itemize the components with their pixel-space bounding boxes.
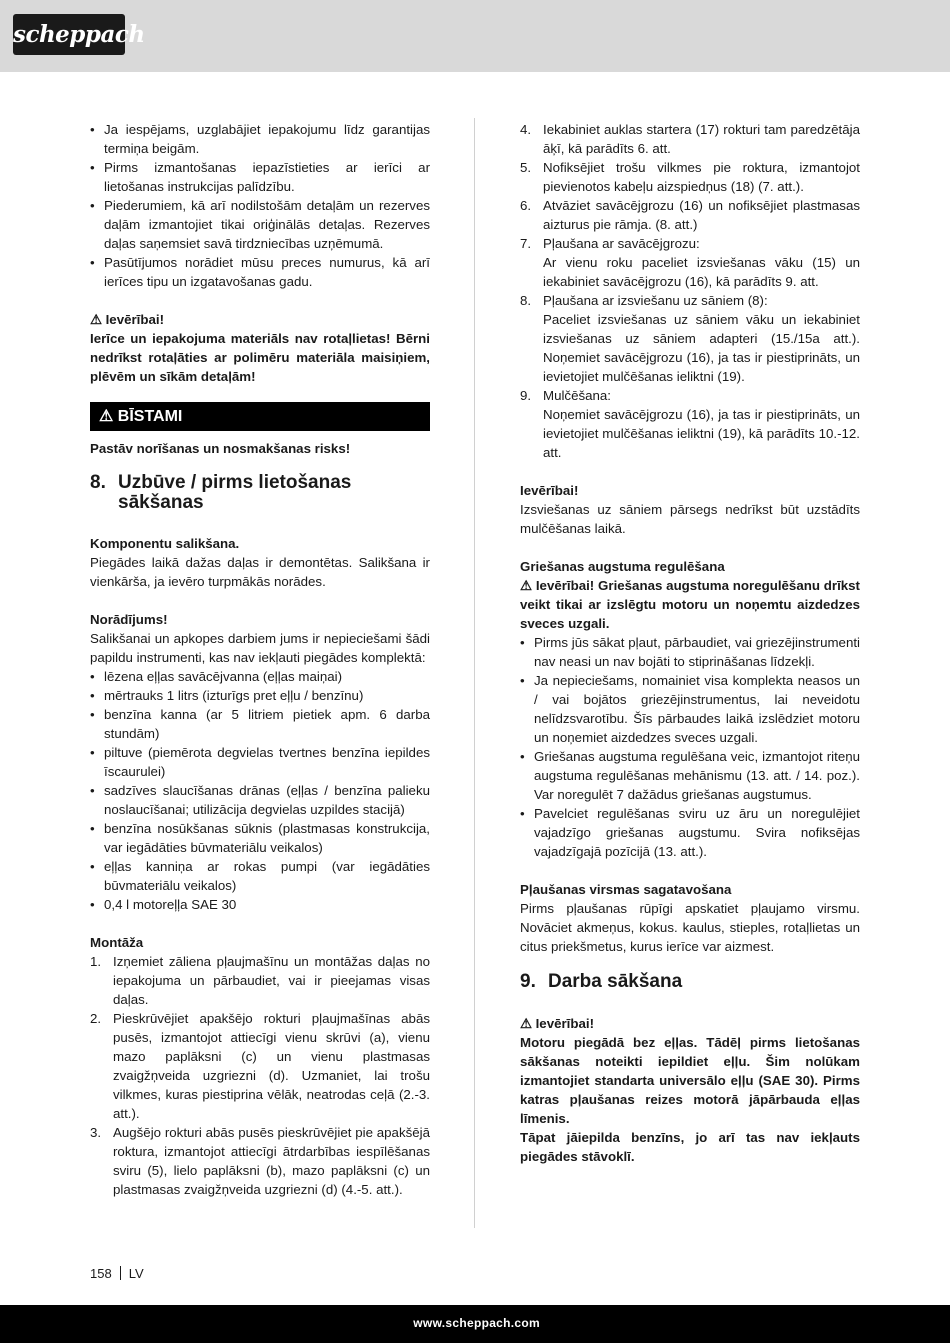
- list-item: • benzīna nosūkšanas sūknis (plastmasas konstrukcija, var iegādāties būvmateriālu veikalos): [90, 819, 430, 857]
- list-item: 1. Izņemiet zāliena pļaujmašīnu un montāžas daļas no iepakojuma un pārbaudiet, vai ir pieejamas visas daļas.: [90, 954, 430, 1007]
- mounting-steps-continued: [520, 120, 860, 462]
- brand-logo: scheppach: [13, 14, 125, 55]
- section-title-line2: sākšanas: [118, 492, 204, 513]
- surface-heading: Pļaušanas virsmas sagatavošana: [520, 882, 732, 897]
- list-item: • piltuve (piemērota degvielas tvertnes benzīna iepildes īscaurulei): [90, 743, 430, 781]
- assembly-heading: Komponentu salikšana.: [90, 536, 240, 551]
- cut-height-heading: Griešanas augstuma regulēšana: [520, 559, 725, 574]
- section-8-heading: [90, 473, 430, 513]
- list-item: 5. Nofiksējiet trošu vilkmes pie roktura, izmantojot pievienotos kabeļu aizspiedņus (18) (7. att.).: [520, 160, 860, 194]
- surface-text: Pirms pļaušanas rūpīgi apskatiet pļaujamo virsmu. Novāciet akmeņus, kokus. kaulus, stieples, rotaļlietas un citus priekšmetus, kurus ierīce var aizmest.: [520, 901, 860, 954]
- tools-list: [90, 667, 430, 914]
- list-item: • 0,4 l motoreļļa SAE 30: [90, 895, 430, 914]
- note-heading: Norādījums!: [90, 612, 168, 627]
- section-title-line1: Uzbūve / pirms lietošanas: [118, 472, 352, 493]
- list-item: 7. Pļaušana ar savācējgrozu: Ar vienu roku paceliet izsviešanas vāku (15) un iekabiniet savācējgrozu (16), kā parādīts 9. att.: [520, 236, 860, 289]
- column-divider: [474, 118, 475, 1228]
- list-item: 2. Pieskrūvējiet apakšējo rokturi pļaujmašīnas abās pusēs, izmantojot attiecīgi vienu skrūvi (a), vienu mazo paplāksni (c) un vienu plastmasas zvaigžņveida uzgriezni (d). Uzmaniet, lai trošu vilkmes, kuras piestiprina vēlāk, neatrodas ceļā (2.-3. att.).: [90, 1011, 430, 1121]
- warning-heading: ⚠ Ievērībai!: [90, 312, 165, 327]
- list-item: • lēzena eļļas savācējvanna (eļļas maiņai): [90, 667, 430, 686]
- page-number: 158 LV: [90, 1266, 144, 1281]
- danger-banner: ⚠ BĪSTAMI: [90, 402, 430, 431]
- list-item: • sadzīves slaucīšanas drānas (eļļas / benzīna palieku noslaucīšanai; utilizācija degvielas uzpildes stacijā): [90, 781, 430, 819]
- list-item: • mērtrauks 1 litrs (izturīgs pret eļļu / benzīnu): [90, 686, 430, 705]
- list-item: • eļļas kanniņa ar rokas pumpi (var iegādāties būvmateriālu veikalos): [90, 857, 430, 895]
- warning-text: Motoru piegādā bez eļļas. Tādēļ pirms lietošanas sākšanas noteikti iepildiet eļļu. Šim nolūkam izmantojiet standarta universālo eļļu (SAE 30). Pirms katras pļaušanas reizes motorā jāpārbauda eļļas līmenis.: [520, 1035, 860, 1126]
- cut-height-list: [520, 633, 860, 861]
- section-number: 9.: [520, 971, 536, 992]
- danger-text: Pastāv norīšanas un nosmakšanas risks!: [90, 441, 351, 456]
- list-item: • Pasūtījumos norādiet mūsu preces numurus, kā arī ierīces tipu un izgatavošanas gadu.: [90, 253, 430, 291]
- footer-url[interactable]: www.scheppach.com: [413, 1316, 540, 1330]
- list-item: 6. Atvāziet savācējgrozu (16) un nofiksējiet plastmasas aizturus pie rāmja. (8. att.): [520, 198, 860, 232]
- list-item: • Pirms izmantošanas iepazīstieties ar ierīci ar lietošanas instrukcijas palīdzību.: [90, 158, 430, 196]
- intro-bullet-list: [90, 120, 430, 291]
- section-number: 8.: [90, 472, 106, 493]
- warning-heading: ⚠ Ievērībai!: [520, 1016, 595, 1031]
- cut-height-warning: ⚠ Ievērībai! Griešanas augstuma noregulēšanu drīkst veikt tikai ar izslēgtu motoru un noņemtu aizdedzes sveces uzgali.: [520, 578, 860, 631]
- warning-text-2: Tāpat jāiepilda benzīns, jo arī tas nav iekļauts piegādes stāvoklī.: [520, 1130, 860, 1164]
- mounting-heading: Montāža: [90, 935, 144, 950]
- header-bar: [0, 0, 950, 72]
- section-title: Darba sākšana: [548, 971, 683, 992]
- list-item: • Piederumiem, kā arī nodilstošām detaļām un rezerves daļām izmantojiet tikai oriģinālās detaļas. Rezerves daļas saņemsiet savā tirdzniecības uzņēmumā.: [90, 196, 430, 253]
- mounting-steps: [90, 952, 430, 1199]
- list-item: • benzīna kanna (ar 5 litriem pietiek apm. 6 darba stundām): [90, 705, 430, 743]
- assembly-text: Piegādes laikā dažas daļas ir demontētas. Salikšana ir vienkārša, ja ievēro turpmākās norādes.: [90, 555, 430, 589]
- footer-bar: [0, 1305, 950, 1343]
- section-9-heading: [520, 972, 860, 992]
- list-item: • Ja nepieciešams, nomainiet visa komplekta neasos un / vai bojātos griezējinstrumentus, lai neveidotu nelīdzsvarotību. Šīs pārbaudes laikā izslēdziet motoru un noņemiet aizdedzes sveces uzgali.: [520, 671, 860, 747]
- list-item: • Ja iespējams, uzglabājiet iepakojumu līdz garantijas termiņa beigām.: [90, 120, 430, 158]
- list-item: • Pirms jūs sākat pļaut, pārbaudiet, vai griezējinstrumenti nav neasi un nav bojāti to stiprināšanas līdzekļi.: [520, 633, 860, 671]
- list-item: • Griešanas augstuma regulēšana veic, izmantojot riteņu augstuma regulēšanas mehānismu (13. att. / 14. poz.). Var noregulēt 7 dažādus griešanas augstumus.: [520, 747, 860, 804]
- attention-text: Izsviešanas uz sāniem pārsegs nedrīkst būt uzstādīts mulčēšanas laikā.: [520, 502, 860, 536]
- note-text: Salikšanai un apkopes darbiem jums ir nepieciešami šādi papildu instrumenti, kas nav iekļauti piegādes komplektā:: [90, 631, 430, 665]
- warning-text: Ierīce un iepakojuma materiāls nav rotaļlietas! Bērni nedrīkst rotaļāties ar polimēru materiāla maisiņiem, plēvēm un sīkām detaļām!: [90, 331, 430, 384]
- attention-heading: Ievērībai!: [520, 483, 579, 498]
- list-item: • Pavelciet regulēšanas sviru uz āru un noregulējiet vajadzīgo griešanas augstumu. Svira nofiksējas vajadzīgajā pozīcijā (13. att.).: [520, 804, 860, 861]
- list-item: 8. Pļaušana ar izsviešanu uz sāniem (8): Paceliet izsviešanas uz sāniem vāku un iekabiniet izsviešanas uz sāniem adapteri (15./15a att.). Noņemiet savācējgrozu (16), ja tas ir piestiprināts, un ievietojiet mulčēšanas ieliktni (19).: [520, 293, 860, 384]
- right-column: [520, 120, 860, 1166]
- list-item: 4. Iekabiniet auklas startera (17) rokturi tam paredzētāja āķī, kā parādīts 6. att.: [520, 122, 860, 156]
- list-item: 9. Mulčēšana: Noņemiet savācējgrozu (16), ja tas ir piestiprināts, un ievietojiet mulčēšanas ieliktni (19), kā parādīts 10.-12. att.: [520, 388, 860, 460]
- left-column: [90, 120, 430, 1199]
- list-item: 3. Augšējo rokturi abās pusēs pieskrūvējiet pie apakšējā roktura, izmantojot attiecīgi ātrdarbības iespīlēšanas sviru (5), lielo paplāksni (b), mazo paplāksni (c) un plastmasas zvaigžņveida uzgriezni (d) (4.-5. att.).: [90, 1125, 430, 1197]
